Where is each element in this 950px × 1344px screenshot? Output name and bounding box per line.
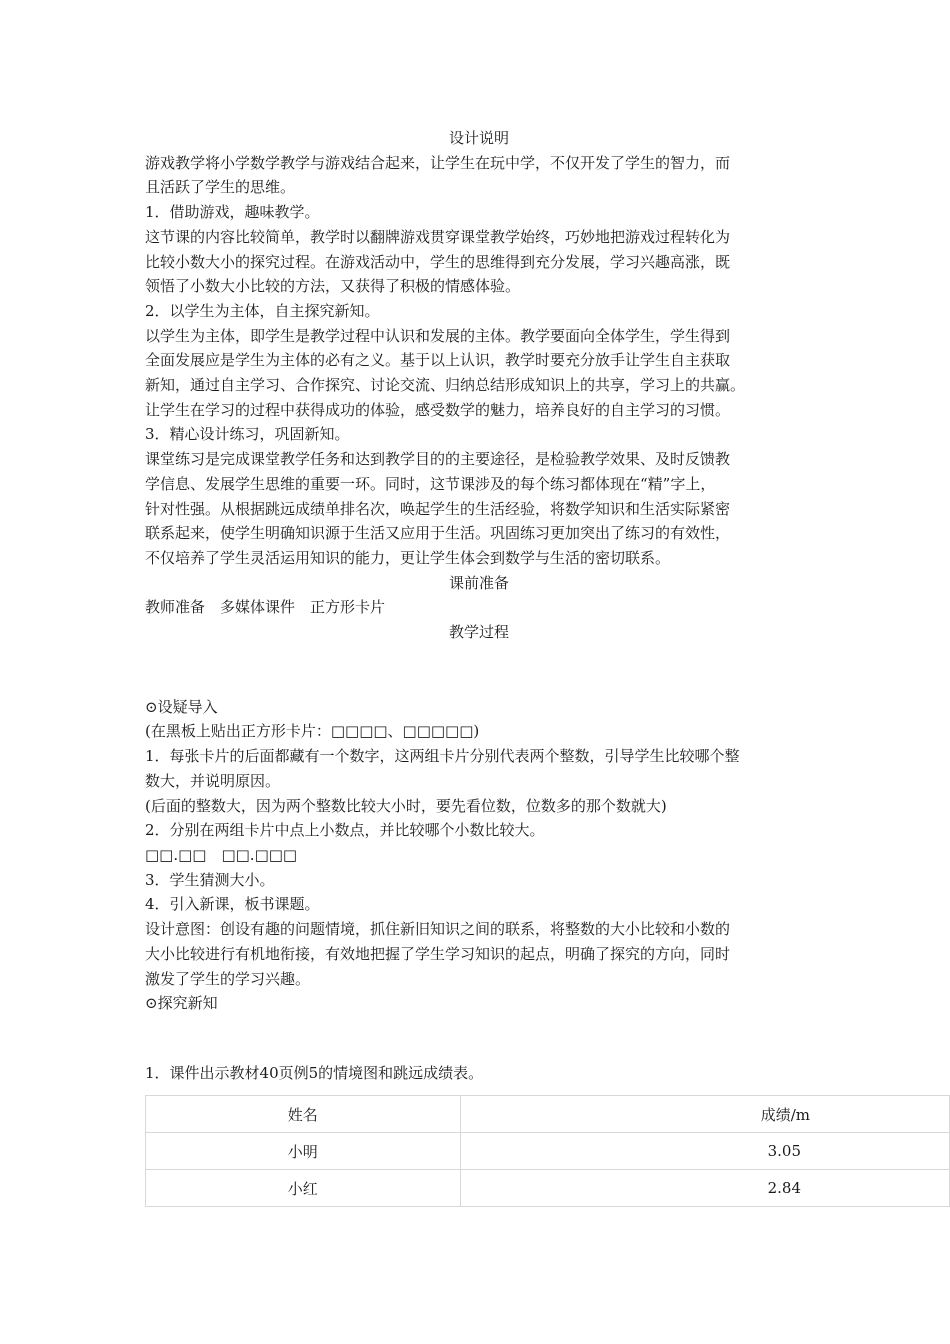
paragraph-line: 课堂练习是完成课堂教学任务和达到教学目的的主要途径，是检验教学效果、及时反馈教 — [145, 450, 731, 469]
section-heading: ⊙探究新知 — [145, 994, 218, 1013]
paragraph-line: (在黑板上贴出正方形卡片：□□□□、□□□□□) — [145, 722, 480, 741]
paragraph-line: 2．以学生为主体，自主探究新知。 — [145, 301, 380, 320]
section-heading: ⊙设疑导入 — [145, 697, 218, 716]
prep-title: 课前准备 — [448, 573, 509, 592]
prep-line: 教师准备 多媒体课件 正方形卡片 — [145, 598, 386, 617]
paragraph-line: 2．分别在两组卡片中点上小数点，并比较哪个小数比较大。 — [145, 821, 545, 840]
paragraph-line: 领悟了小数大小比较的方法，又获得了积极的情感体验。 — [145, 277, 521, 296]
paragraph-line: □□.□□ □□.□□□ — [145, 845, 298, 864]
table-cell-name: 小明 — [146, 1133, 461, 1170]
paragraph-line: 大小比较进行有机地衔接，有效地把握了学生学习知识的起点，明确了探究的方向，同时 — [145, 944, 731, 963]
paragraph-line: 1．每张卡片的后面都藏有一个数字，这两组卡片分别代表两个整数，引导学生比较哪个整 — [145, 747, 740, 766]
paragraph-line: 3．学生猜测大小。 — [145, 870, 275, 889]
table-row — [146, 1133, 950, 1170]
score-table — [145, 1095, 950, 1207]
paragraph-line: 激发了学生的学习兴趣。 — [145, 969, 311, 988]
paragraph-line: 新知，通过自主学习、合作探究、讨论交流、归纳总结形成知识上的共享，学习上的共赢。 — [145, 376, 746, 395]
table-cell-name: 小红 — [146, 1170, 461, 1207]
table-header-row — [146, 1096, 950, 1133]
paragraph-line: 让学生在学习的过程中获得成功的体验，感受数学的魅力，培养良好的自主学习的习惯。 — [145, 400, 731, 419]
paragraph-line: 联系起来，使学生明确知识源于生活又应用于生活。巩固练习更加突出了练习的有效性， — [145, 524, 731, 543]
paragraph-line: 不仅培养了学生灵活运用知识的能力，更让学生体会到数学与生活的密切联系。 — [145, 548, 671, 567]
paragraph-line: 数大，并说明原因。 — [145, 771, 281, 790]
paragraph-line: 学信息、发展学生思维的重要一环。同时，这节课涉及的每个练习都体现在“精”字上， — [145, 474, 716, 493]
paragraph-line: 4．引入新课，板书课题。 — [145, 895, 320, 914]
paragraph-line: 1．课件出示教材40页例5的情境图和跳远成绩表。 — [145, 1063, 484, 1082]
paragraph-line: 比较小数大小的探究过程。在游戏活动中，学生的思维得到充分发展，学习兴趣高涨，既 — [145, 252, 731, 271]
spacer — [145, 1016, 813, 1061]
paragraph-line: 3．精心设计练习，巩固新知。 — [145, 425, 350, 444]
process-title: 教学过程 — [448, 623, 509, 642]
table-row — [146, 1170, 950, 1207]
paragraph-line: 设计意图：创设有趣的问题情境，抓住新旧知识之间的联系，将整数的大小比较和小数的 — [145, 920, 731, 939]
paragraph-line: 针对性强。从根据跳远成绩单排名次，唤起学生的生活经验，将数学知识和生活实际紧密 — [145, 499, 731, 518]
document-page — [145, 126, 813, 1086]
design-title: 设计说明 — [448, 129, 509, 147]
paragraph-line: 全面发展应是学生为主体的必有之义。基于以上认识，教学时要充分放手让学生自主获取 — [145, 351, 731, 370]
paragraph-line: (后面的整数大，因为两个整数比较大小时，要先看位数，位数多的那个数就大) — [145, 796, 667, 815]
table-cell-score: 2.84 — [460, 1170, 949, 1207]
paragraph-line: 以学生为主体，即学生是教学过程中认识和发展的主体。教学要面向全体学生，学生得到 — [145, 326, 731, 345]
paragraph-line: 且活跃了学生的思维。 — [145, 178, 296, 197]
paragraph-line: 游戏教学将小学数学教学与游戏结合起来，让学生在玩中学，不仅开发了学生的智力，而 — [145, 153, 731, 172]
column-header-score: 成绩/m — [460, 1096, 949, 1133]
column-header-name: 姓名 — [146, 1096, 461, 1133]
paragraph-line: 1．借助游戏，趣味教学。 — [145, 203, 320, 222]
table-cell-score: 3.05 — [460, 1133, 949, 1170]
paragraph-line: 这节课的内容比较简单，教学时以翻牌游戏贯穿课堂教学始终，巧妙地把游戏过程转化为 — [145, 227, 731, 246]
spacer — [145, 645, 813, 695]
